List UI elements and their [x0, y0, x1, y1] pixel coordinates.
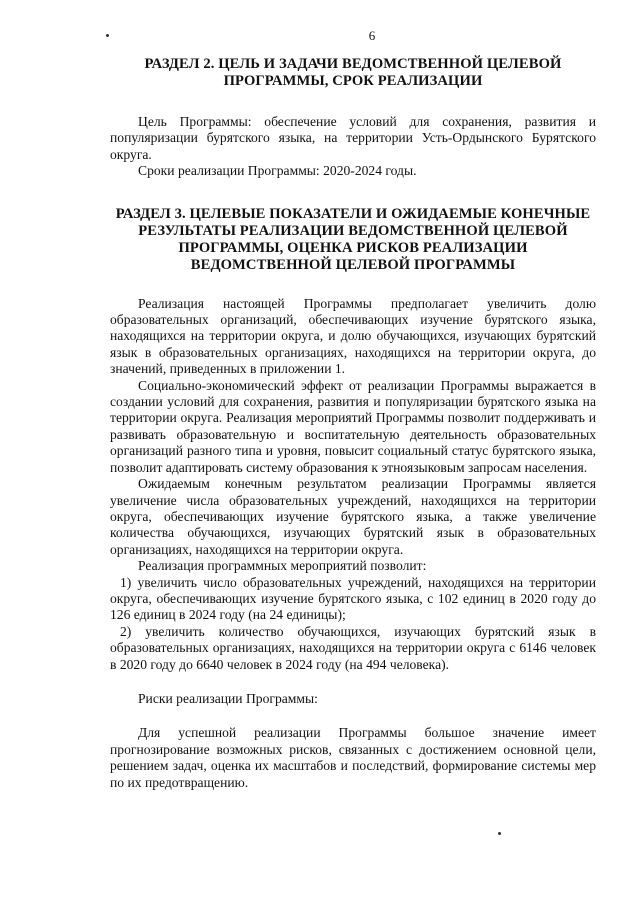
list-item-1-text: увеличить число образовательных учреждений, находящихся на территории округа, обеспечивающих изучение бурятского языка, с 102 единиц в 2020 году до 126 единиц в 2024 году (на 24 единицы);: [110, 574, 596, 623]
list-item-1-number: 1): [120, 574, 132, 590]
list-item-2: [110, 624, 596, 673]
list-item-2-text: увеличить количество обучающихся, изучающих бурятский язык в образовательных организациях, находящихся на территории округа с 6146 человек в 2020 году до 6640 человек в 2024 году (на 494 человека).: [110, 623, 596, 672]
scan-speck: [498, 832, 501, 835]
section-2-heading-line2: ПРОГРАММЫ, СРОК РЕАЛИЗАЦИИ: [223, 73, 483, 89]
section-3-heading-line3: ПРОГРАММЫ, ОЦЕНКА РИСКОВ РЕАЛИЗАЦИИ: [178, 239, 528, 256]
section-3-heading-line2: РЕЗУЛЬТАТЫ РЕАЛИЗАЦИИ ВЕДОМСТВЕННОЙ ЦЕЛЕВОЙ: [138, 222, 568, 239]
page-number: 6: [368, 28, 376, 43]
section-2-terms: Сроки реализации Программы: 2020-2024 годы.: [138, 163, 417, 179]
list-item-1: [110, 575, 596, 624]
paragraph-1: Реализация настоящей Программы предполагает увеличить долю образовательных организаций, обеспечивающих изучение бурятского языка, находящихся на территории округа, и долю обучающихся, изучающих бурятский язык в образовательных организациях, находящихся на территории округа, до значений, приведенных в приложении 1.: [110, 295, 596, 377]
paragraph-5: Для успешной реализации Программы большое значение имеет прогнозирование возможных рисков, связанных с достижением основной цели, решением задач, оценка их масштабов и последствий, формирование системы мер по их предотвращению.: [110, 725, 596, 790]
section-3: [110, 206, 596, 791]
section-2: [110, 56, 596, 180]
paragraph-3: Ожидаемым конечным результатом реализации Программы является увеличение числа образовательных учреждений, находящихся на территории округа, обеспечивающих изучение бурятского языка, а также увеличение количества обучающихся, изучающих бурятский язык в образовательных организациях, находящихся на территории округа.: [110, 476, 596, 557]
paragraph-2: Социально-экономический эффект от реализации Программы выражается в создании условий для сохранения, развития и популяризации бурятского языка на территории округа. Реализация мероприятий Программы позволит поддерживать и развивать образовательную и воспитательную деятельность образовательных организаций разного типа и уровня, повысит социальный статус бурятского языка, позволит адаптировать систему образования к этноязыковым запросам населения.: [110, 377, 596, 475]
section-3-heading-line4: ВЕДОМСТВЕННОЙ ЦЕЛЕВОЙ ПРОГРАММЫ: [190, 256, 516, 273]
section-3-heading: [110, 206, 596, 274]
list-item-2-number: 2): [120, 623, 132, 639]
scan-speck: [106, 34, 109, 37]
paragraph-4: Реализация программных мероприятий позволит:: [138, 558, 427, 574]
section-3-heading-line1: РАЗДЕЛ 3. ЦЕЛЕВЫЕ ПОКАЗАТЕЛИ И ОЖИДАЕМЫЕ КОНЕЧНЫЕ: [115, 205, 591, 222]
risks-title: Риски реализации Программы:: [138, 690, 318, 706]
section-2-heading: [110, 56, 596, 90]
section-2-heading-line1: РАЗДЕЛ 2. ЦЕЛЬ И ЗАДАЧИ ВЕДОМСТВЕННОЙ ЦЕЛЕВОЙ: [144, 56, 562, 72]
section-2-goal: Цель Программы: обеспечение условий для сохранения, развития и популяризации бурятского языка, на территории Усть-Ордынского Бурятского округа.: [110, 114, 596, 162]
